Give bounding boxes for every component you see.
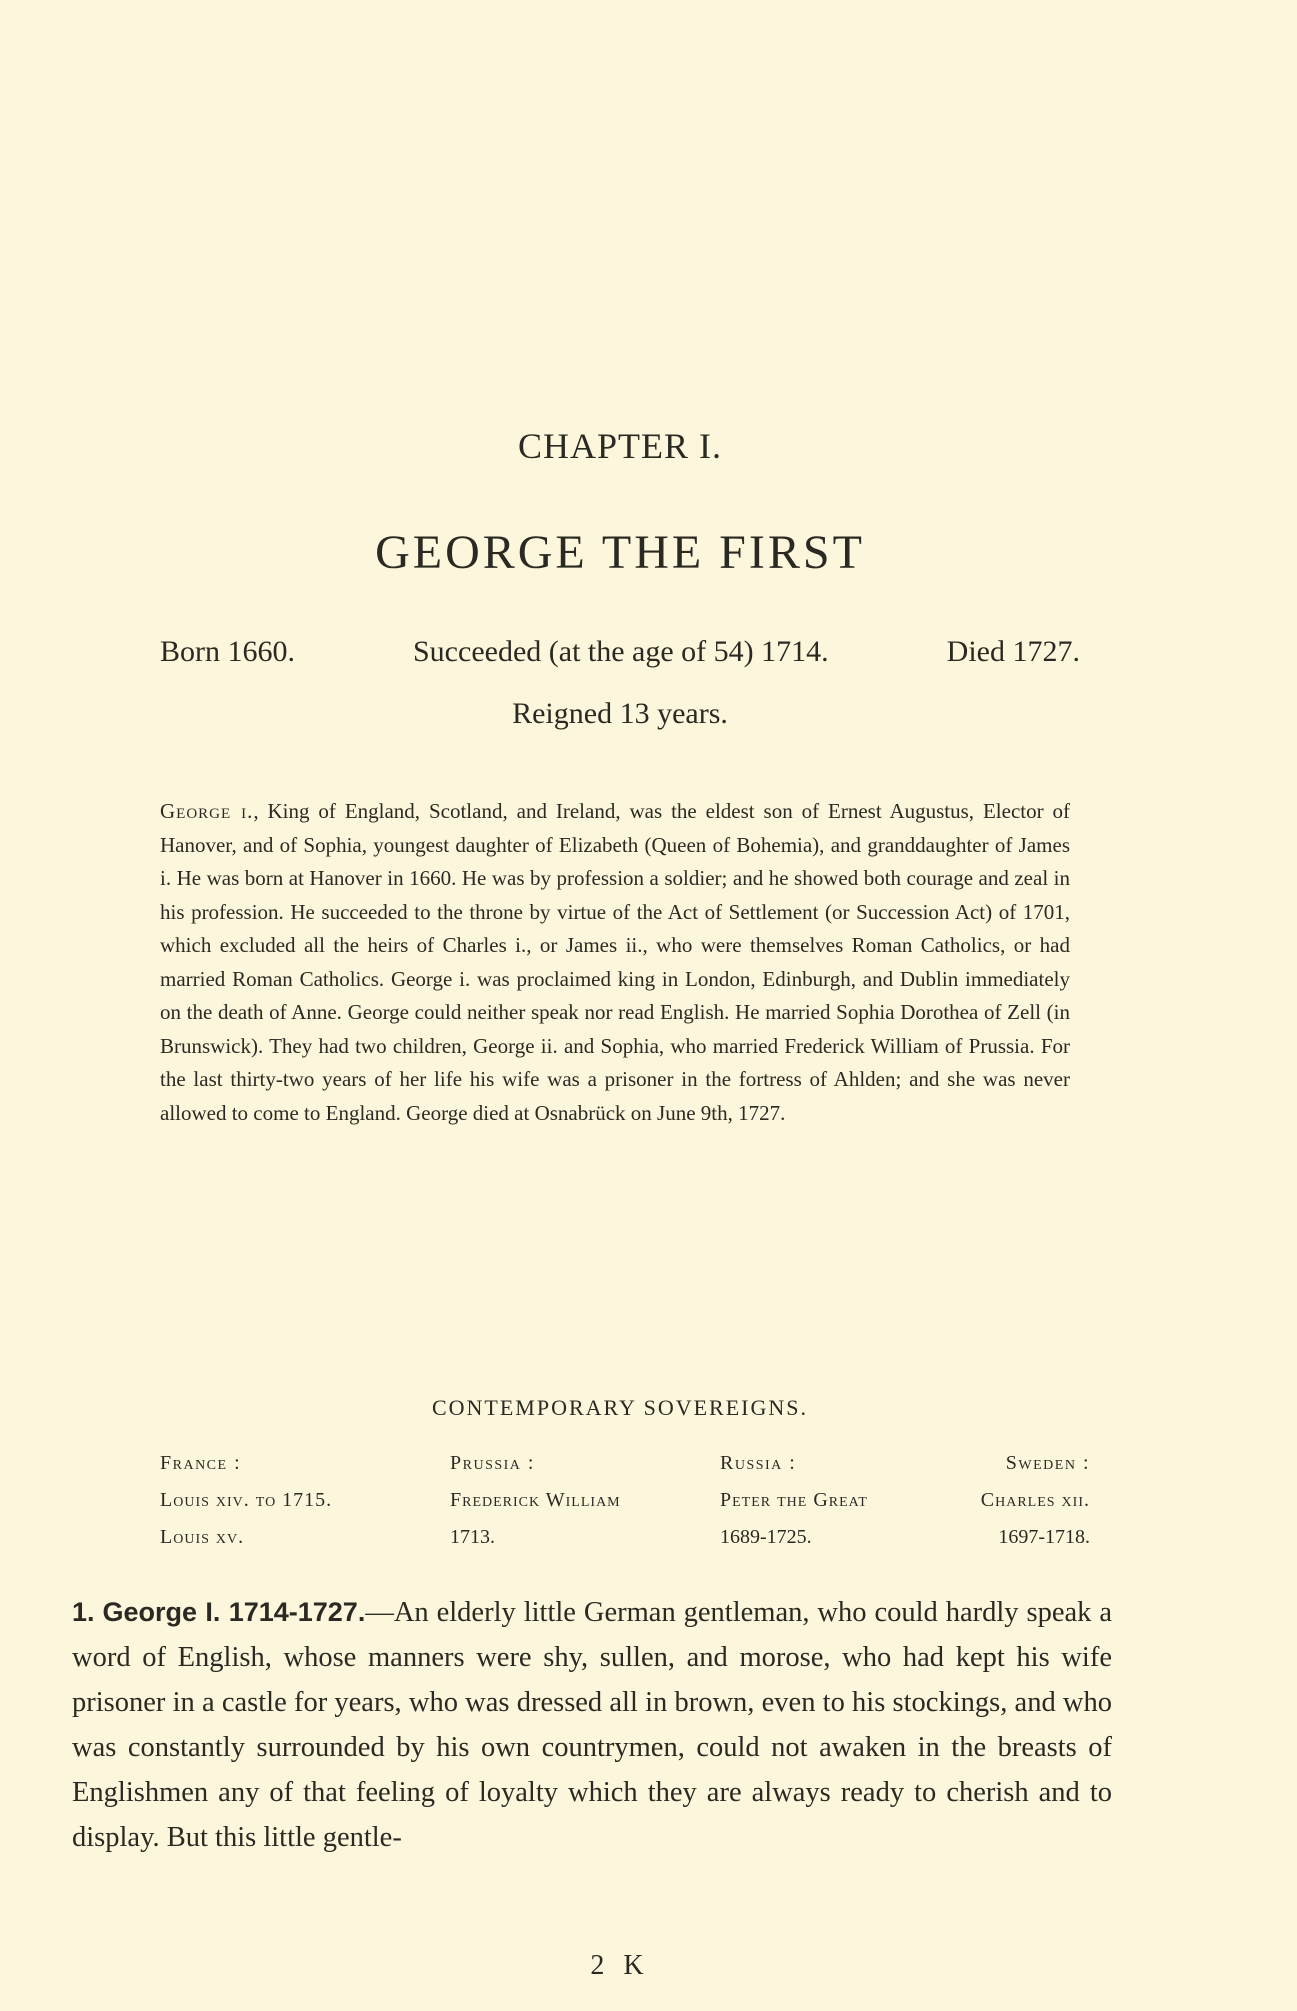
sovereign-years: 1697-1718. [998, 1526, 1090, 1548]
sovereign-column-france [160, 1445, 420, 1556]
sovereign-column-russia [690, 1445, 920, 1556]
contemporary-sovereigns-table [160, 1445, 1090, 1556]
country-label: Sweden : [1005, 1452, 1090, 1474]
country-label: France : [160, 1452, 242, 1474]
sovereign-name: Frederick William [450, 1489, 621, 1511]
succeeded-date: Succeeded (at the age of 54) 1714. [413, 635, 829, 668]
sovereign-years: 1713. [450, 1526, 495, 1548]
country-label: Prussia : [450, 1452, 535, 1474]
section-paragraph [72, 1590, 1112, 1860]
section-body: —An elderly little German gentleman, who could hardly speak a word of English, whose manners were shy, sullen, and morose, who had kept his wife prisoner in a castle for years, who was dressed all in brown, even to his stockings, and who was constantly surrounded by his own countrymen, could not awaken in the breasts of Englishmen any of that feeling of loyalty which they are always ready to cherish and to display. But this little gentle- [72, 1597, 1113, 1853]
sovereign-column-sweden [920, 1445, 1090, 1556]
reign-length: Reigned 13 years. [512, 697, 728, 730]
biography-text: , King of England, Scotland, and Ireland, was the eldest son of Ernest Augustus, Elector of Hanover, and of Sophia, youngest daughter of Elizabeth (Queen of Bohemia), and granddaughter of James i. He was born at Hanover in 1660. He was by profession a soldier; and he showed both courage and zeal in his profession. He succeeded to the throne by virtue of the Act of Settlement (or Succession Act) of 1701, which excluded all the heirs of Charles i., or James ii., who were themselves Roman Catholics, or had married Roman Catholics. George i. was proclaimed king in London, Edinburgh, and Dublin immediately on the death of Anne. George could neither speak nor read English. He married Sophia Dorothea of Zell (in Brunswick). They had two children, George ii. and Sophia, who married Frederick William of Prussia. For the last thirty-two years of her life his wife was a prisoner in the fortress of Ahlden; and she was never allowed to come to England. George died at Osnabrück on June 9th, 1727. [160, 799, 1071, 1125]
chapter-number: CHAPTER I. [517, 426, 722, 466]
sovereign-name: Louis xiv. to 1715. [160, 1489, 333, 1511]
chapter-title: GEORGE THE FIRST [375, 526, 865, 579]
sovereign-name: Louis xv. [160, 1526, 245, 1548]
sovereign-name: Charles xii. [980, 1489, 1090, 1511]
dates-line [160, 635, 1080, 669]
died-date: Died 1727. [946, 635, 1080, 668]
sovereign-years: 1689-1725. [720, 1526, 812, 1548]
printer-signature-mark: 2 K [590, 1950, 650, 1981]
biography-paragraph [160, 795, 1070, 1130]
section-number: 1. [72, 1597, 95, 1627]
sovereign-column-prussia [420, 1445, 690, 1556]
section-heading: George I. 1714-1727. [102, 1597, 366, 1627]
contemporary-sovereigns-heading: CONTEMPORARY SOVEREIGNS. [431, 1395, 808, 1420]
born-date: Born 1660. [160, 635, 295, 668]
country-label: Russia : [720, 1452, 797, 1474]
sovereign-name: Peter the Great [720, 1489, 868, 1511]
biography-lead: George i. [160, 799, 254, 823]
